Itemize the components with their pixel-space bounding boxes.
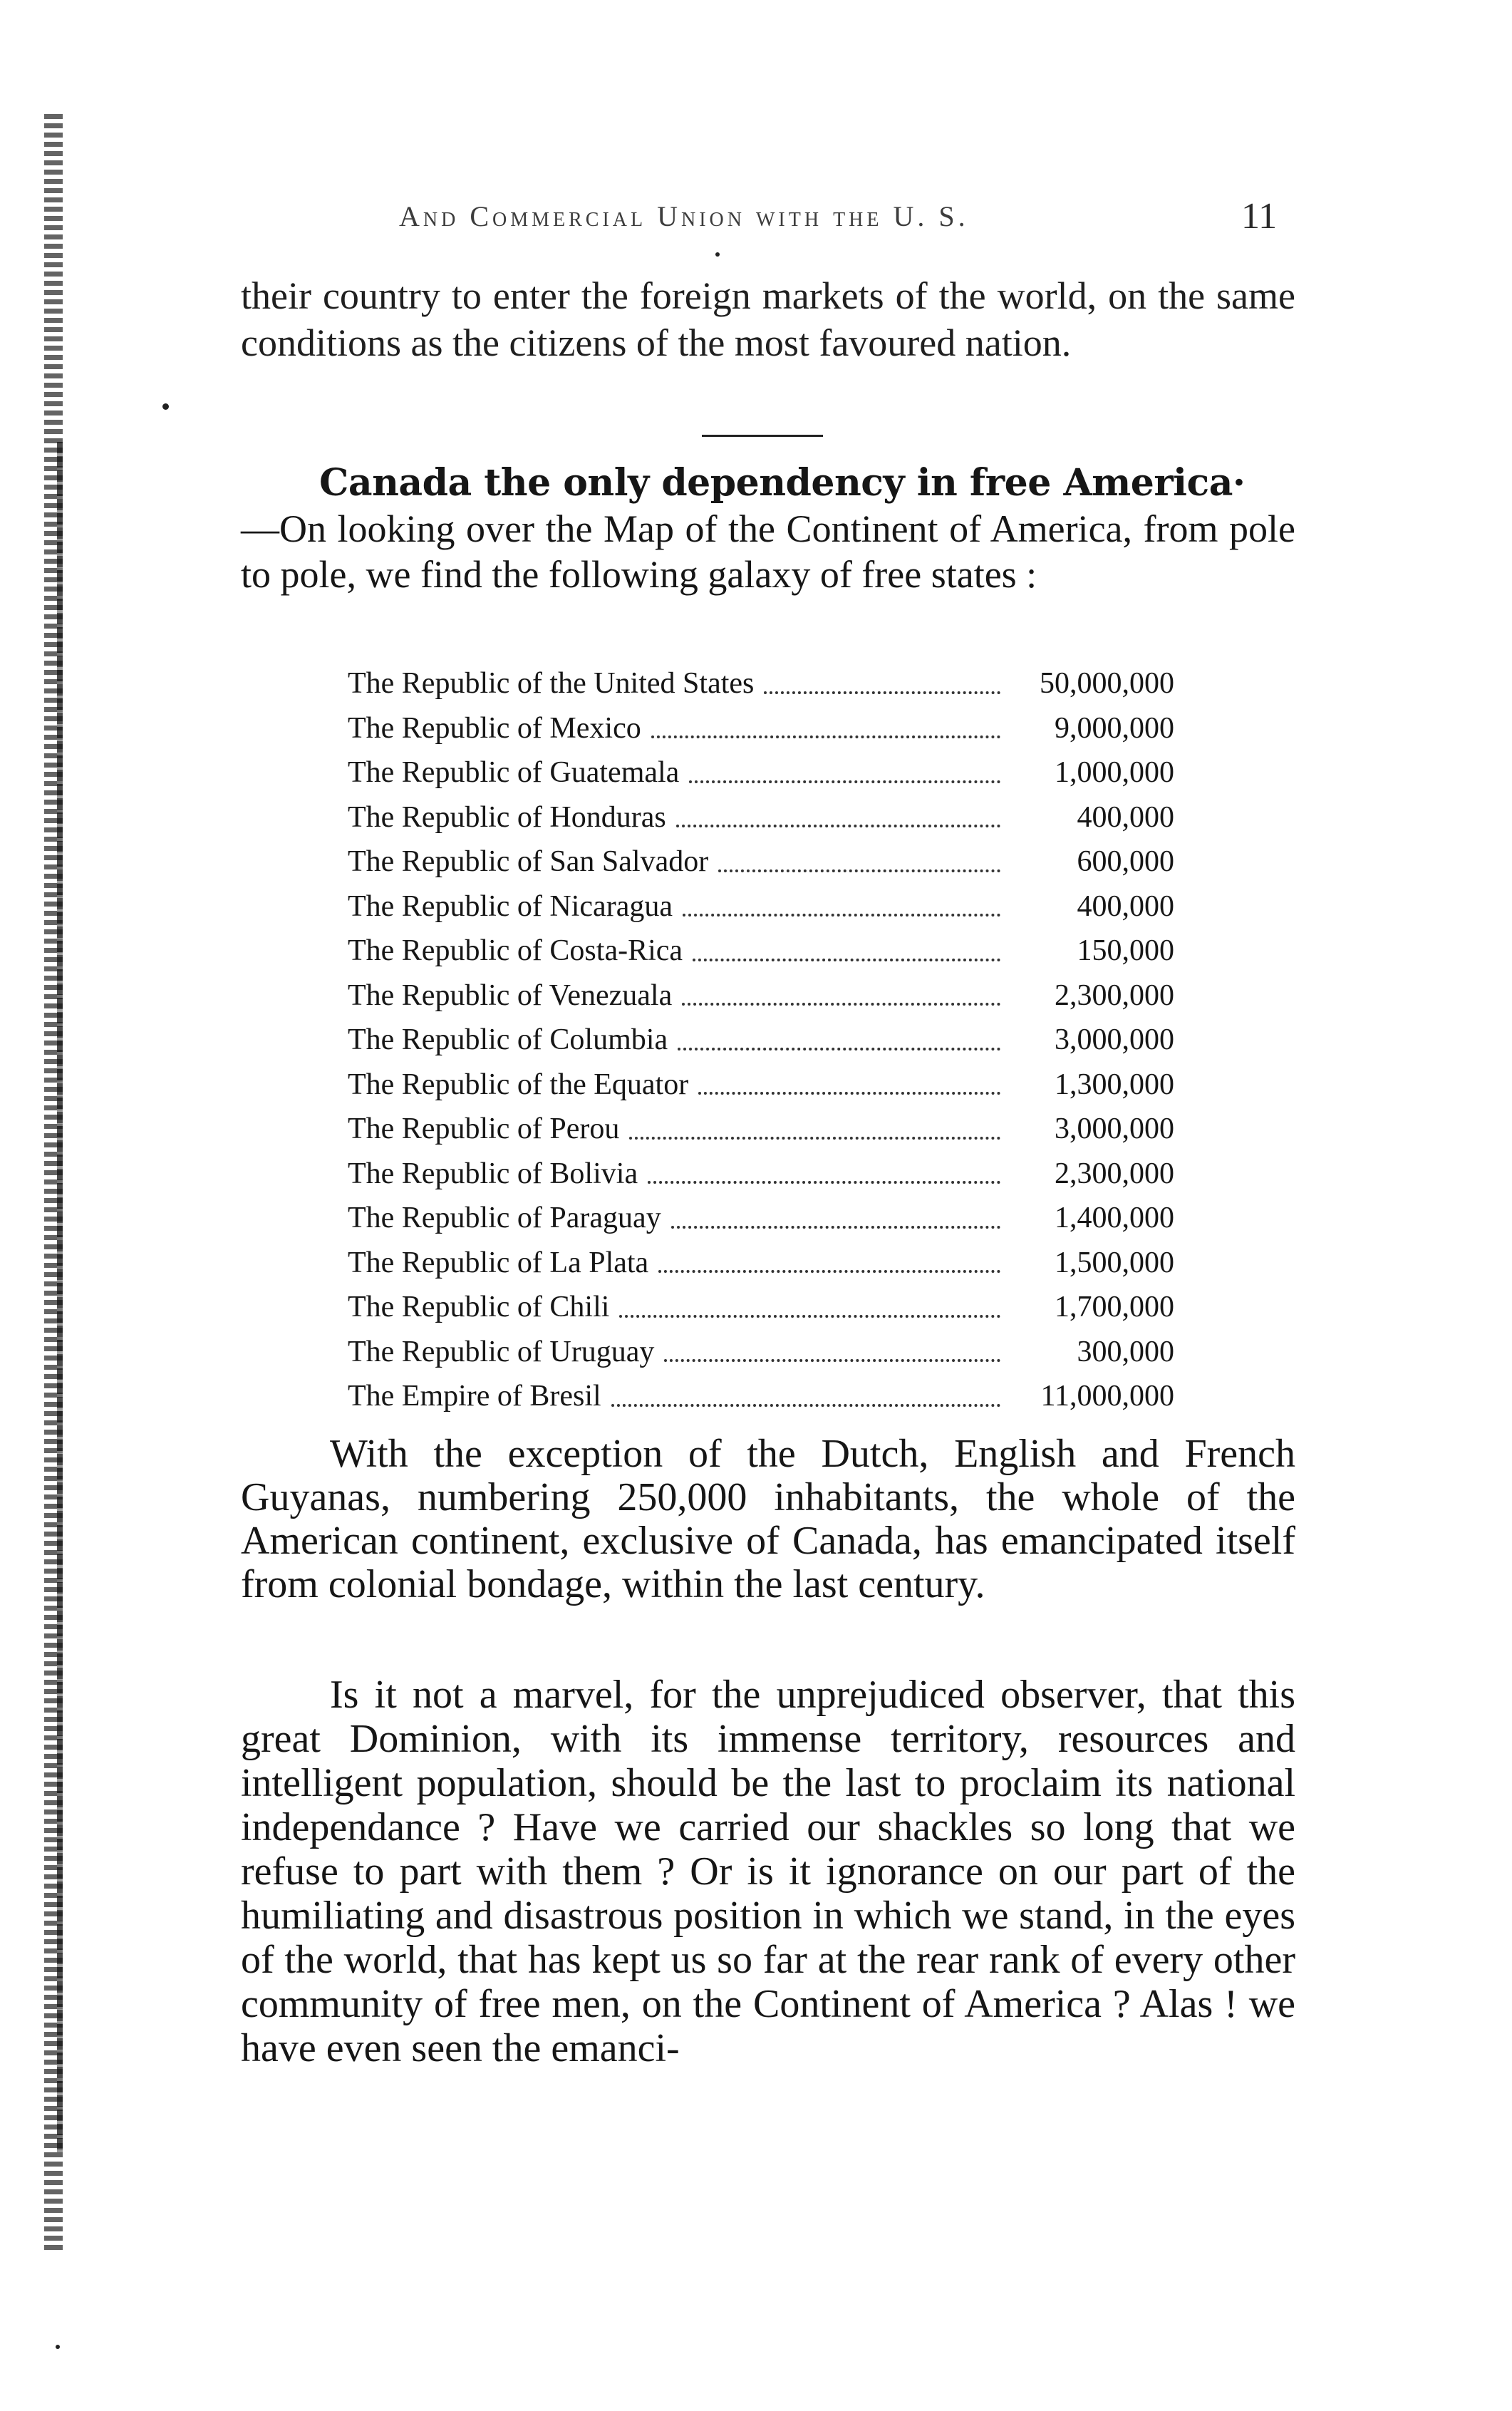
paragraph-continuation: their country to enter the foreign markets of the world, on the same conditions as the citizens of the most favoured nation. [241,274,1295,364]
state-row [348,974,1174,1018]
state-population: 300,000 [1077,1335,1174,1368]
dot-leader [671,1208,1000,1229]
free-states-list [348,661,1174,1419]
state-row [348,661,1174,706]
state-population: 11,000,000 [1040,1380,1174,1413]
paragraph-exception: With the exception of the Dutch, English and French Guyanas, numbering 250,000 inhabitants, the whole of the American continent, exclusive of Canada, has emancipated itself from colonial bondage, within the last century. [241,1432,1295,1606]
state-name: The Republic of Paraguay [348,1202,661,1235]
dot-leader [698,1074,1000,1095]
dot-leader [682,985,1000,1006]
binding-edge-dark [57,442,63,2152]
state-name: The Republic of Nicaragua [348,889,673,923]
dot-leader [651,718,1000,738]
state-population: 400,000 [1077,889,1174,923]
section-canada [241,460,1295,597]
state-population: 600,000 [1077,845,1174,879]
state-row [348,750,1174,795]
dot-leader [683,896,1000,917]
state-population: 1,700,000 [1055,1291,1174,1324]
state-row [348,884,1174,929]
state-population: 50,000,000 [1040,667,1174,701]
dot-leader [648,1163,1000,1184]
state-row [348,1330,1174,1375]
state-row [348,1107,1174,1152]
state-row [348,795,1174,840]
state-row [348,1152,1174,1197]
section-heading: Canada the only dependency in free America· [319,461,1246,505]
state-population: 2,300,000 [1055,979,1174,1012]
state-name: The Empire of Bresil [348,1380,601,1413]
state-name: The Republic of Honduras [348,800,666,834]
state-row [348,840,1174,884]
state-name: The Republic of La Plata [348,1246,649,1279]
dot-leader [693,941,1000,961]
state-row [348,1241,1174,1286]
state-population: 3,000,000 [1055,1112,1174,1146]
state-name: The Republic of Columbia [348,1023,668,1057]
state-name: The Republic of Bolivia [348,1157,638,1190]
state-row [348,929,1174,974]
dot-leader [658,1252,1000,1273]
state-population: 1,400,000 [1055,1202,1174,1235]
ink-speck [56,2345,60,2349]
state-name: The Republic of San Salvador [348,845,709,879]
ink-speck [162,403,169,410]
paragraph-marvel: Is it not a marvel, for the unprejudiced observer, that this great Dominion, with its immense territory, resources and intelligent population, should be the last to proclaim its national independance ? Have we carried our shackles so long that we refuse to part with them ? Or is it ignorance on our part of the humiliating and disastrous position in which we stand, in the eyes of the world, that has kept us so far at the rear rank of every other community of free men, on the Continent of America ? Alas ! we have even seen the emanci- [241,1673,1295,2070]
state-population: 9,000,000 [1055,711,1174,745]
state-population: 1,500,000 [1055,1246,1174,1279]
state-name: The Republic of Perou [348,1112,620,1146]
state-population: 1,000,000 [1055,756,1174,790]
section-divider [702,435,823,437]
dot-leader [676,807,1000,827]
state-row [348,1196,1174,1241]
dot-leader [664,1341,1000,1362]
state-population: 150,000 [1077,934,1174,968]
state-name: The Republic of Uruguay [348,1335,655,1368]
state-name: The Republic of the Equator [348,1068,689,1101]
state-row [348,1063,1174,1108]
dot-leader [611,1386,1000,1407]
dot-leader [764,673,1000,694]
state-name: The Republic of Mexico [348,711,641,745]
state-name: The Republic of Chili [348,1291,610,1324]
state-population: 3,000,000 [1055,1023,1174,1057]
ink-speck [715,252,720,257]
dot-leader [689,763,1000,783]
state-row [348,1018,1174,1063]
state-population: 400,000 [1077,800,1174,834]
dot-leader [718,852,1000,872]
running-head: And Commercial Union with the U. S. [399,200,969,232]
state-name: The Republic of Costa-Rica [348,934,683,968]
state-row [348,1285,1174,1330]
state-row [348,706,1174,751]
dot-leader [678,1030,1000,1050]
state-row [348,1374,1174,1419]
state-name: The Republic of Venezuala [348,979,673,1012]
state-population: 1,300,000 [1055,1068,1174,1101]
state-name: The Republic of Guatemala [348,756,680,790]
state-name: The Republic of the United States [348,667,755,701]
dot-leader [619,1297,1000,1318]
page-number: 11 [1241,196,1278,237]
dot-leader [629,1119,1000,1140]
state-population: 2,300,000 [1055,1157,1174,1190]
section-intro: —On looking over the Map of the Continent of America, from pole to pole, we find the following galaxy of free states : [241,507,1295,596]
